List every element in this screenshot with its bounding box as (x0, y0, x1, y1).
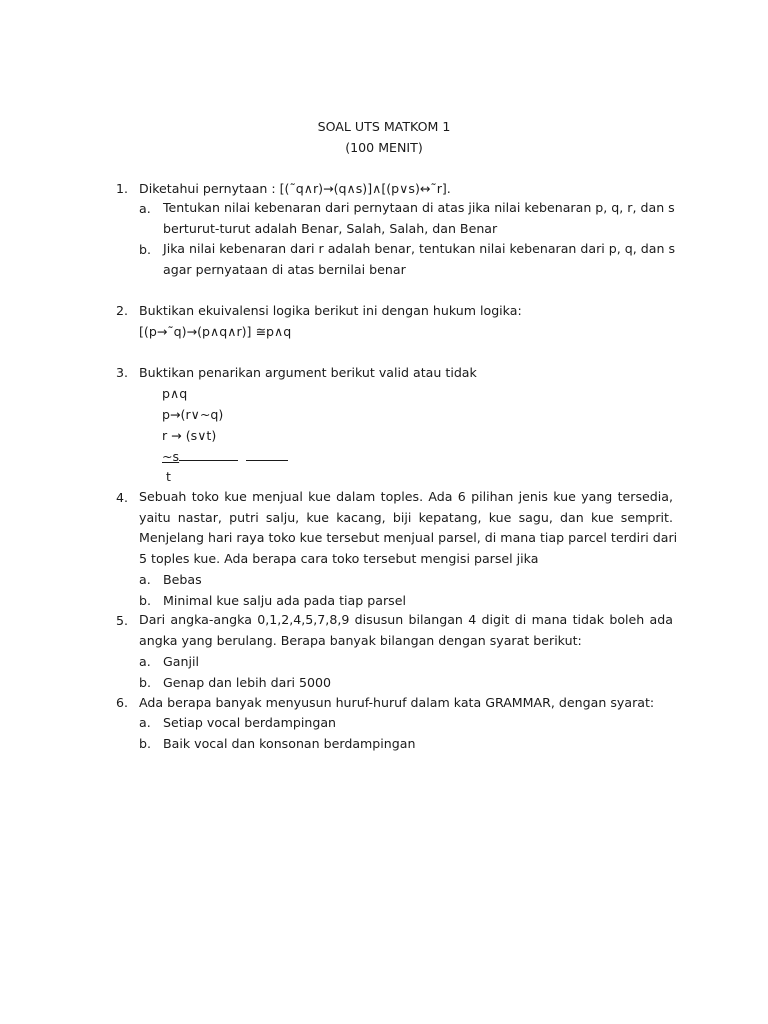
exam-duration: (100 MENIT) (345, 140, 423, 155)
premise-1: p∧q (162, 386, 188, 401)
question-number: 2. (116, 303, 129, 318)
sub-label: a. (139, 715, 151, 730)
sub-question-line: berturut-turut adalah Benar, Salah, Salah, dan Benar (163, 220, 498, 236)
question-text: Buktikan ekuivalensi logika berikut ini dengan hukum logika: (139, 303, 522, 318)
separator-line (246, 448, 288, 461)
sub-label: a. (139, 572, 151, 587)
sub-question-text: Bebas (163, 572, 202, 587)
sub-label: a. (139, 201, 151, 216)
question-line: 5 toples kue. Ada berapa cara toko tersebut mengisi parsel jika (139, 550, 539, 566)
sub-label: a. (139, 654, 151, 669)
exam-title: SOAL UTS MATKOM 1 (317, 119, 451, 134)
premise-4-text: ~s (162, 449, 180, 464)
question-line: Dari angka-angka 0,1,2,4,5,7,8,9 disusun bilangan 4 digit di mana tidak boleh ada (139, 612, 673, 627)
question-number: 3. (116, 365, 129, 380)
premise-2: p→(r∨~q) (162, 407, 224, 422)
question-line: angka yang berulang. Berapa banyak bilangan dengan syarat berikut: (139, 632, 582, 648)
question-line: Menjelang hari raya toko kue tersebut menjual parsel, di mana tiap parcel terdiri dari (139, 530, 678, 546)
conclusion: t (166, 469, 171, 484)
sub-question-line: Jika nilai kebenaran dari r adalah benar, tentukan nilai kebenaran dari p, q, dan s (163, 241, 676, 256)
premise-3: r → (s∨t) (162, 428, 217, 443)
question-number: 5. (116, 613, 129, 628)
sub-label: b. (139, 593, 151, 608)
logic-formula: [(p→˜q)→(p∧q∧r)] ≅p∧q (139, 324, 292, 339)
sub-question-text: Baik vocal dan konsonan berdampingan (163, 736, 416, 751)
question-text: Buktikan penarikan argument berikut valid atau tidak (139, 365, 477, 380)
sub-label: b. (139, 242, 151, 257)
sub-question-line: Tentukan nilai kebenaran dari pernytaan di atas jika nilai kebenaran p, q, r, dan s (163, 200, 675, 215)
question-number: 6. (116, 695, 129, 710)
question-number: 4. (116, 490, 129, 505)
premise-4 (162, 448, 288, 465)
question-text: Diketahui pernytaan : [(˜q∧r)→(q∧s)]∧[(p∨s)↔˜r]. (139, 181, 451, 196)
sub-question-1a (163, 198, 673, 239)
sub-question-text: Minimal kue salju ada pada tiap parsel (163, 593, 406, 608)
sub-question-text: Setiap vocal berdampingan (163, 715, 337, 730)
separator-line (179, 448, 238, 461)
question-text: Ada berapa banyak menyusun huruf-huruf dalam kata GRAMMAR, dengan syarat: (139, 695, 655, 710)
sub-label: b. (139, 675, 151, 690)
sub-question-line: agar pernyataan di atas bernilai benar (163, 261, 406, 277)
sub-question-1b (163, 239, 676, 280)
question-text (139, 487, 678, 569)
question-line: Sebuah toko kue menjual kue dalam toples. Ada 6 pilihan jenis kue yang tersedia, (139, 489, 673, 504)
sub-label: b. (139, 736, 151, 751)
question-text (139, 610, 673, 651)
sub-question-text: Genap dan lebih dari 5000 (163, 675, 332, 690)
question-number: 1. (116, 181, 129, 196)
sub-question-text: Ganjil (163, 654, 199, 669)
question-line: yaitu nastar, putri salju, kue kacang, biji kepatang, kue sagu, dan kue semprit. (139, 509, 673, 525)
